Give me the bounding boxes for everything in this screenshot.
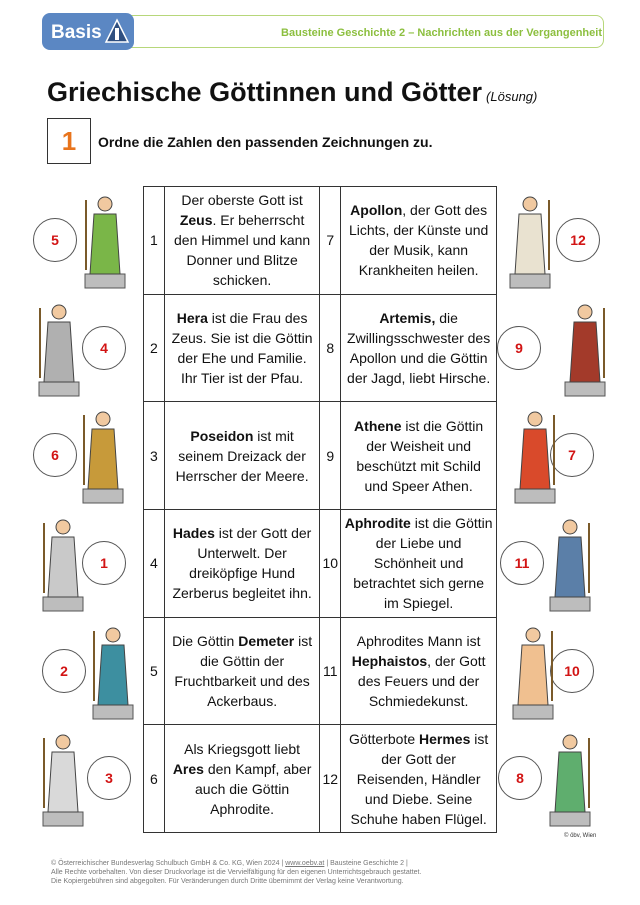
god-name: Hermes [419, 730, 471, 747]
row-number-left: 5 [144, 617, 165, 725]
logo-triangle-icon [104, 18, 130, 44]
god-description-left [164, 294, 319, 402]
gods-table [143, 186, 497, 833]
footer-line-3: Die Kopiergebühren sind abgegolten. Für Veränderungen durch Dritte übernimmt der Verlag keine Verantwortung. [51, 878, 404, 885]
answer-circle-left: 6 [33, 433, 77, 477]
answer-circle-left: 2 [42, 649, 86, 693]
god-name: Hephaistos [351, 652, 428, 669]
row-number-left: 1 [144, 187, 165, 295]
description-text: ist der Gott der Unterwelt. Der dreiköpfige Hund Zerberus begleitet ihn. [172, 525, 312, 602]
god-description-left [164, 509, 319, 617]
logo-text: Basis [51, 22, 102, 43]
god-name: Demeter [238, 632, 295, 649]
footer-line-1 [51, 859, 421, 868]
table-row [144, 725, 497, 833]
footer-book-title: | Bausteine Geschichte 2 | [324, 860, 408, 867]
row-number-right: 10 [320, 509, 341, 617]
row-number-right: 7 [320, 187, 341, 295]
god-description-right [341, 509, 497, 617]
god-name: Hera [176, 309, 208, 326]
answer-circle-right: 10 [550, 649, 594, 693]
table-row [144, 402, 497, 510]
table-row [144, 187, 497, 295]
aphrodite-figure-icon [508, 621, 558, 726]
description-text: Der oberste Gott ist [181, 192, 303, 209]
god-description-left [164, 725, 319, 833]
god-description-left [164, 617, 319, 725]
answer-circle-right: 8 [498, 756, 542, 800]
apollon-figure-icon [510, 405, 560, 510]
description-text: ist die Göttin der Weisheit und beschützt mit Schild und Speer Athen. [356, 417, 484, 494]
task-instruction: Ordne die Zahlen den passenden Zeichnungen zu. [98, 134, 433, 150]
task-number-box [47, 118, 91, 164]
hera-figure-icon [88, 621, 138, 726]
demeter-figure-icon [80, 190, 130, 295]
description-text: , der Gott des Lichts, der Künste und der Musik, kann Krankheiten heilen. [348, 202, 489, 279]
description-text: Aphrodites Mann ist [356, 632, 481, 649]
row-number-left: 3 [144, 402, 165, 510]
description-text: ist die Frau des Zeus. Sie ist die Göttin der Ehe und Familie. Ihr Tier ist der Pfau. [171, 309, 313, 386]
page-title [47, 77, 537, 108]
god-name: Poseidon [190, 427, 254, 444]
god-name: Artemis, [379, 309, 436, 326]
description-text: , der Gott des Feuers und der Schmiedekunst. [357, 652, 486, 709]
description-text: Als Kriegsgott liebt [184, 740, 301, 757]
description-text: die Zwillingsschwester des Apollon und die Göttin der Jagd, liebt Hirsche. [347, 309, 491, 386]
description-text: ist mit seinem Dreizack der Herrscher der Meere. [175, 427, 309, 484]
table-row [144, 617, 497, 725]
poseidon-figure-icon [38, 728, 88, 833]
god-description-right [341, 294, 497, 402]
god-name: Aphrodite [344, 515, 411, 532]
title-note: (Lösung) [486, 89, 538, 104]
description-text: Die Göttin [172, 632, 239, 649]
god-name: Apollon [350, 202, 403, 219]
god-description-right [341, 402, 497, 510]
athene-figure-icon [560, 298, 610, 403]
image-credit: © öbv, Wien [564, 833, 597, 839]
answer-circle-right: 11 [500, 541, 544, 585]
god-name: Athene [354, 417, 402, 434]
god-description-right [341, 617, 497, 725]
hephaistos-figure-icon [545, 513, 595, 618]
hermes-figure-icon [505, 190, 555, 295]
footer-link[interactable]: www.oebv.at [285, 860, 325, 867]
god-name: Ares [172, 760, 204, 777]
description-text: ist die Göttin der Fruchtbarkeit und des Ackerbaus. [174, 632, 313, 709]
table-row [144, 294, 497, 402]
description-text: den Kampf, aber auch die Göttin Aphrodite. [195, 760, 312, 817]
answer-circle-left: 4 [82, 326, 126, 370]
row-number-left: 6 [144, 725, 165, 833]
page-title-text: Griechische Göttinnen und Götter [47, 77, 483, 107]
row-number-right: 12 [320, 725, 341, 833]
footer-copyright: © Österreichischer Bundesverlag Schulbuch GmbH & Co. KG, Wien 2024 | [51, 860, 286, 867]
god-description-left [164, 402, 319, 510]
ares-figure-icon [78, 405, 128, 510]
answer-circle-left: 1 [82, 541, 126, 585]
row-number-left: 2 [144, 294, 165, 402]
footer-line-2: Alle Rechte vorbehalten. Von dieser Druckvorlage ist die Vervielfältigung für den eigenen Unterrichtsgebrauch gestattet. [51, 869, 422, 876]
row-number-right: 9 [320, 402, 341, 510]
answer-circle-left: 5 [33, 218, 77, 262]
description-text: Götterbote [348, 730, 420, 747]
god-name: Zeus [179, 212, 213, 229]
answer-circle-right: 7 [550, 433, 594, 477]
god-name: Hades [172, 525, 215, 542]
description-text: ist die Göttin der Liebe und Schönheit und betrachtet sich gerne im Spiegel. [353, 515, 493, 612]
artemis-figure-icon [545, 728, 595, 833]
row-number-right: 8 [320, 294, 341, 402]
description-text: ist der Gott der Reisenden, Händler und Diebe. Seine Schuhe haben Flügel. [350, 730, 489, 827]
answer-circle-right: 12 [556, 218, 600, 262]
table-row [144, 509, 497, 617]
hades-figure-icon [34, 298, 84, 403]
description-text: . Er beherrscht den Himmel und kann Donner und Blitze schicken. [174, 212, 311, 289]
god-description-right [341, 187, 497, 295]
god-description-right [341, 725, 497, 833]
task-number: 1 [61, 125, 77, 156]
answer-circle-left: 3 [87, 756, 131, 800]
row-number-left: 4 [144, 509, 165, 617]
zeus-figure-icon [38, 513, 88, 618]
answer-circle-right: 9 [497, 326, 541, 370]
header-title: Bausteine Geschichte 2 – Nachrichten aus der Vergangenheit [281, 27, 602, 39]
row-number-right: 11 [320, 617, 341, 725]
god-description-left [164, 187, 319, 295]
footer [51, 859, 421, 886]
